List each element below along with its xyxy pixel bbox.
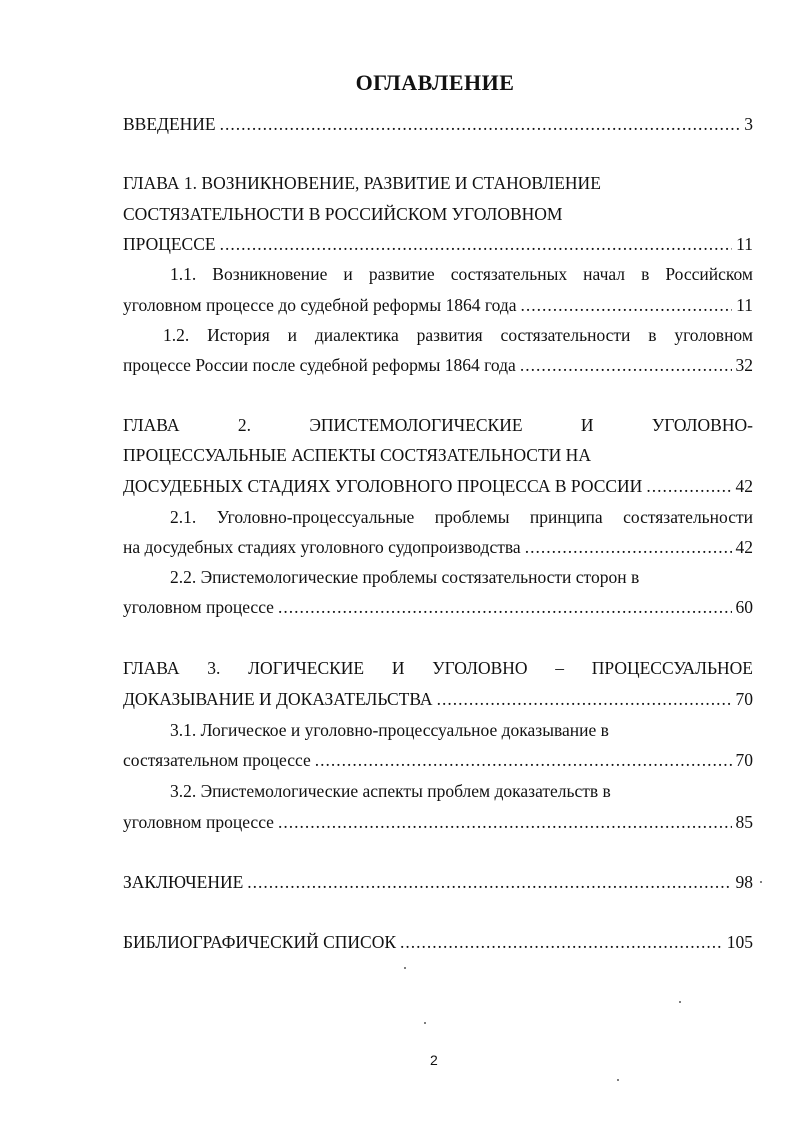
scan-speck [760, 881, 762, 883]
word: УГОЛОВНО [432, 658, 528, 678]
word: 2. [237, 415, 251, 435]
toc-entry-label: процессе России после судебной реформы 1864 года [123, 355, 516, 375]
toc-entry-conclusion[interactable] [123, 867, 753, 897]
word: ГЛАВА [123, 415, 180, 435]
toc-entry-page: 60 [735, 597, 753, 617]
toc-entry-label: уголовном процессе [123, 812, 274, 832]
word: И [580, 415, 594, 435]
toc-entry-page: 42 [735, 476, 753, 496]
toc-entry-chapter-1[interactable] [123, 229, 753, 259]
toc-entry-bibliography[interactable] [123, 927, 753, 957]
word: УГОЛОВНО- [651, 415, 753, 435]
word: ПРОЦЕССУАЛЬНОЕ [591, 658, 753, 678]
toc-entry-page: 70 [735, 750, 753, 770]
dot-leader [220, 229, 733, 259]
word: и [343, 264, 353, 284]
word: развития [416, 325, 483, 345]
toc-entry-page: 85 [735, 812, 753, 832]
toc-entry-page: 42 [735, 537, 753, 557]
dot-leader [247, 867, 731, 897]
word: 2.1. [170, 507, 197, 527]
word: в [648, 325, 657, 345]
dot-leader [646, 471, 731, 501]
toc-entry-chapter-3[interactable] [123, 684, 753, 714]
toc-entry-section-3-1[interactable] [123, 745, 753, 775]
toc-entry-label: уголовном процессе до судебной реформы 1864 года [123, 295, 517, 315]
toc-entry-page: 105 [726, 932, 753, 952]
chapter-1-heading-line-2[interactable]: СОСТЯЗАТЕЛЬНОСТИ В РОССИЙСКОМ УГОЛОВНОМ [123, 204, 563, 224]
toc-entry-section-3-2[interactable] [123, 807, 753, 837]
toc-entry-label: уголовном процессе [123, 597, 274, 617]
toc-entry-label: ДОСУДЕБНЫХ СТАДИЯХ УГОЛОВНОГО ПРОЦЕССА В РОССИИ [123, 476, 643, 496]
toc-entry-label: ЗАКЛЮЧЕНИЕ [123, 872, 244, 892]
word: в [641, 264, 650, 284]
toc-entry-label: состязательном процессе [123, 750, 311, 770]
dot-leader [278, 592, 732, 622]
section-2-2-line-1[interactable]: 2.2. Эпистемологические проблемы состязательности сторон в [170, 567, 640, 587]
word: Российском [665, 264, 753, 284]
toc-entry-label: ДОКАЗЫВАНИЕ И ДОКАЗАТЕЛЬСТВА [123, 689, 433, 709]
word: состязательности [623, 507, 753, 527]
toc-entry-page: 98 [735, 872, 753, 892]
toc-entry-section-1-2[interactable] [123, 350, 753, 380]
page-title: ОГЛАВЛЕНИЕ [355, 70, 515, 95]
section-1-2-line-1[interactable] [163, 320, 753, 350]
dot-leader [278, 807, 732, 837]
dot-leader [521, 290, 733, 320]
toc-entry-section-1-1[interactable] [123, 290, 753, 320]
word: ГЛАВА [123, 658, 180, 678]
toc-entry-chapter-2[interactable] [123, 471, 753, 501]
word: состязательных [450, 264, 568, 284]
chapter-2-heading-line-2[interactable]: ПРОЦЕССУАЛЬНЫЕ АСПЕКТЫ СОСТЯЗАТЕЛЬНОСТИ НА [123, 445, 591, 465]
chapter-2-heading-line-1[interactable] [123, 410, 753, 440]
toc-entry-introduction[interactable] [123, 109, 753, 139]
dot-leader [400, 927, 723, 957]
word: начал [583, 264, 626, 284]
scan-speck [424, 1022, 426, 1024]
toc-entry-page: 70 [735, 689, 753, 709]
word: Уголовно-процессуальные [216, 507, 415, 527]
word: диалектика [314, 325, 399, 345]
toc-entry-label: ПРОЦЕССЕ [123, 234, 216, 254]
toc-entry-page: 32 [735, 355, 753, 375]
dot-leader [315, 745, 732, 775]
chapter-1-heading-line-1[interactable]: ГЛАВА 1. ВОЗНИКНОВЕНИЕ, РАЗВИТИЕ И СТАНОВЛЕНИЕ [123, 173, 601, 193]
toc-entry-page: 11 [736, 295, 753, 315]
word: 1.2. [163, 325, 190, 345]
word: и [287, 325, 297, 345]
word: – [555, 658, 565, 678]
section-1-1-line-1[interactable] [170, 259, 753, 289]
word: состязательности [500, 325, 631, 345]
toc-entry-label: на досудебных стадиях уголовного судопроизводства [123, 537, 521, 557]
word: развитие [368, 264, 435, 284]
word: ЛОГИЧЕСКИЕ [248, 658, 365, 678]
section-3-1-line-1[interactable]: 3.1. Логическое и уголовно-процессуальное доказывание в [170, 720, 609, 740]
toc-entry-label: БИБЛИОГРАФИЧЕСКИЙ СПИСОК [123, 932, 397, 952]
chapter-3-heading-line-1[interactable] [123, 653, 753, 683]
word: И [391, 658, 405, 678]
dot-leader [220, 109, 741, 139]
page-number: 2 [430, 1052, 438, 1068]
word: уголовном [674, 325, 753, 345]
dot-leader [520, 350, 732, 380]
section-2-1-line-1[interactable] [170, 502, 753, 532]
scan-speck [404, 967, 406, 969]
section-3-2-line-1[interactable]: 3.2. Эпистемологические аспекты проблем доказательств в [170, 781, 611, 801]
toc-entry-label: ВВЕДЕНИЕ [123, 114, 216, 134]
word: История [207, 325, 270, 345]
word: 1.1. [170, 264, 197, 284]
toc-entry-page: 3 [744, 114, 753, 134]
word: Возникновение [212, 264, 328, 284]
word: принципа [529, 507, 603, 527]
toc-entry-section-2-1[interactable] [123, 532, 753, 562]
word: проблемы [434, 507, 510, 527]
word: ЭПИСТЕМОЛОГИЧЕСКИЕ [309, 415, 523, 435]
scan-speck [617, 1079, 619, 1081]
word: 3. [207, 658, 221, 678]
toc-entry-page: 11 [736, 234, 753, 254]
toc-entry-section-2-2[interactable] [123, 592, 753, 622]
dot-leader [437, 684, 732, 714]
scan-speck [679, 1001, 681, 1003]
dot-leader [525, 532, 732, 562]
